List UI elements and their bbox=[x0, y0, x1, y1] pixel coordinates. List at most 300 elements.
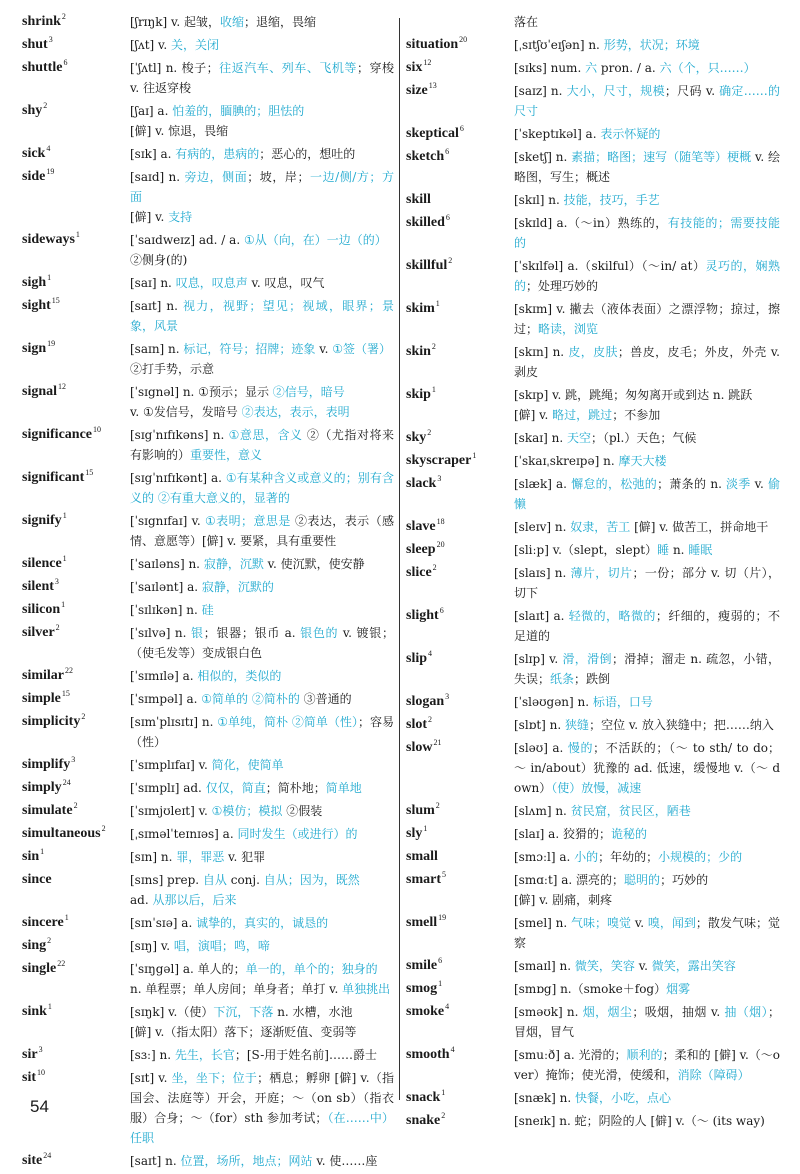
definition bbox=[514, 1002, 780, 1042]
definition-highlight: 银色的 bbox=[300, 626, 339, 640]
headword bbox=[22, 12, 130, 32]
dictionary-entry bbox=[22, 959, 394, 999]
definition-highlight: 重要性，意义 bbox=[190, 448, 263, 462]
frequency-count: 6 bbox=[439, 606, 444, 616]
definition-text: ；简朴地； bbox=[265, 781, 326, 795]
definition-text: [smɑːt] a. 漂亮的； bbox=[514, 873, 625, 887]
headword-text: sink bbox=[22, 1004, 47, 1019]
dictionary-entry bbox=[22, 554, 394, 574]
dictionary-entry bbox=[406, 1002, 780, 1042]
dictionary-entry bbox=[406, 451, 780, 471]
headword-text: sing bbox=[22, 938, 47, 953]
definition-text: [slʌm] n. bbox=[514, 804, 571, 818]
definition bbox=[514, 824, 780, 844]
definition-text: [saɪd] n. bbox=[130, 170, 185, 184]
definition-highlight: ②信号，暗号 bbox=[272, 385, 345, 399]
frequency-count: 12 bbox=[423, 58, 432, 68]
headword-text: silicon bbox=[22, 602, 61, 617]
headword bbox=[22, 600, 130, 620]
definition-text: ；滑掉；溜走 n. 疏忽，小错，失误； bbox=[514, 652, 780, 686]
dictionary-entry bbox=[22, 167, 394, 227]
headword bbox=[406, 956, 514, 976]
definition bbox=[130, 554, 394, 574]
dictionary-entry bbox=[406, 738, 780, 798]
headword bbox=[406, 649, 514, 669]
headword-text: slot bbox=[406, 717, 427, 732]
definition-text: [saɪ] n. bbox=[130, 276, 176, 290]
headword bbox=[22, 623, 130, 643]
headword bbox=[22, 382, 130, 402]
dictionary-entry bbox=[406, 1088, 780, 1108]
definition-highlight: 简单地 bbox=[325, 781, 362, 795]
definition bbox=[130, 577, 394, 597]
definition-text: [ˈsɪmplɪ] ad. bbox=[130, 781, 206, 795]
definition-highlight: 偷懒 bbox=[514, 477, 780, 511]
definition-text: [sneɪk] n. 蛇；阴险的人 [僻] v.（～ (its way) bbox=[514, 1114, 765, 1128]
headword bbox=[406, 847, 514, 867]
headword-text: since bbox=[22, 872, 52, 887]
definition-text: ；年幼的； bbox=[598, 850, 659, 864]
definition-text: [ˈsləʊgən] n. bbox=[514, 695, 593, 709]
definition-text: [skɪm] v. 撇去（液体表面）之漂浮物；掠过，擦过； bbox=[514, 302, 780, 336]
frequency-count: 24 bbox=[43, 1151, 52, 1161]
definition bbox=[514, 979, 780, 999]
definition-highlight: 皮，皮肤 bbox=[568, 345, 618, 359]
frequency-count: 3 bbox=[445, 692, 450, 702]
definition-text: [sɪmˈplɪsɪtɪ] n. bbox=[130, 715, 218, 729]
dictionary-entry bbox=[22, 801, 394, 821]
definition-highlight: ①模仿；模拟 bbox=[211, 804, 283, 818]
definition bbox=[514, 342, 780, 382]
headword bbox=[22, 689, 130, 709]
definition-text: [skaɪ] n. bbox=[514, 431, 567, 445]
definition-text: [sɪn] n. bbox=[130, 850, 177, 864]
definition-text: [skɪld] a.（～in）熟练的， bbox=[514, 216, 668, 230]
frequency-count: 3 bbox=[54, 577, 59, 587]
definition-text: conj. bbox=[226, 873, 264, 887]
headword bbox=[406, 563, 514, 583]
column-divider bbox=[399, 18, 400, 1100]
dictionary-entry bbox=[406, 58, 780, 78]
definition-text: ad. bbox=[130, 893, 153, 907]
headword bbox=[406, 428, 514, 448]
headword-text: shy bbox=[22, 103, 43, 118]
headword-text: skim bbox=[406, 301, 435, 316]
dictionary-entry bbox=[406, 956, 780, 976]
headword bbox=[22, 511, 130, 531]
definition-text: ；穿梭 v. 往返穿梭 bbox=[130, 61, 394, 95]
headword bbox=[406, 692, 514, 712]
frequency-count: 2 bbox=[432, 563, 437, 573]
headword bbox=[22, 101, 130, 121]
headword-text: small bbox=[406, 849, 438, 864]
definition-text: [ˈsɪmɪlə] a. bbox=[130, 669, 198, 683]
dictionary-entry bbox=[22, 511, 394, 551]
definition-text: [sləʊ] a. bbox=[514, 741, 568, 755]
definition-highlight: 从那以后，后来 bbox=[152, 893, 237, 907]
frequency-count: 2 bbox=[55, 623, 60, 633]
dictionary-entry bbox=[406, 606, 780, 646]
definition bbox=[130, 778, 394, 798]
definition-text: [saɪz] n. bbox=[514, 84, 567, 98]
definition-text: [slɒt] n. bbox=[514, 718, 566, 732]
dictionary-entry bbox=[406, 1045, 780, 1085]
headword-text: shuttle bbox=[22, 60, 63, 75]
headword bbox=[406, 738, 514, 758]
definition-highlight: 睡 bbox=[657, 543, 670, 557]
definition bbox=[130, 623, 394, 663]
definition bbox=[130, 468, 394, 508]
definition-text: [sɪks] num. bbox=[514, 61, 586, 75]
headword bbox=[22, 666, 130, 686]
headword-text: skyscraper bbox=[406, 453, 472, 468]
definition-highlight: 往返汽车、列车、飞机等 bbox=[218, 61, 357, 75]
definition-text: [ˈsɪgnəl] n. ①预示；显示 bbox=[130, 385, 273, 399]
definition bbox=[130, 425, 394, 465]
headword-text: slow bbox=[406, 740, 433, 755]
definition bbox=[130, 689, 394, 709]
frequency-count: 4 bbox=[428, 649, 433, 659]
frequency-count: 6 bbox=[445, 213, 450, 223]
headword-text: sit bbox=[22, 1070, 36, 1085]
definition-text: n. bbox=[669, 543, 689, 557]
definition bbox=[130, 936, 394, 956]
dictionary-entry bbox=[22, 1068, 394, 1148]
dictionary-entry bbox=[22, 824, 394, 844]
headword-text: simply bbox=[22, 780, 62, 795]
headword bbox=[406, 147, 514, 167]
definition-text: [skɪl] n. bbox=[514, 193, 564, 207]
definition-text: v. bbox=[634, 959, 652, 973]
headword-text: sign bbox=[22, 341, 47, 356]
frequency-count: 6 bbox=[459, 124, 464, 134]
definition-highlight: 确定……的尺寸 bbox=[514, 84, 780, 118]
dictionary-entry bbox=[22, 666, 394, 686]
definition-highlight: 灵巧的，娴熟的 bbox=[514, 259, 780, 293]
frequency-count: 1 bbox=[62, 554, 67, 564]
definition bbox=[130, 1002, 394, 1042]
definition-text: [ˈsaɪləns] n. bbox=[130, 557, 204, 571]
definition-text: [ˌsɪməlˈteɪnɪəs] a. bbox=[130, 827, 238, 841]
headword bbox=[406, 870, 514, 890]
definition-highlight: 轻微的，略微的 bbox=[568, 609, 656, 623]
definition-highlight: 奴隶，苦工 bbox=[570, 520, 631, 534]
headword bbox=[22, 755, 130, 775]
frequency-count: 15 bbox=[85, 468, 94, 478]
dictionary-entry bbox=[406, 540, 780, 560]
headword bbox=[22, 824, 130, 844]
definition bbox=[514, 801, 780, 821]
definition bbox=[130, 801, 394, 821]
definition-text: [僻] v. 剧痛，刺疼 bbox=[514, 893, 613, 907]
headword-text: size bbox=[406, 83, 428, 98]
definition-highlight: 大小，尺寸，规模 bbox=[566, 84, 665, 98]
definition-highlight: 表示怀疑的 bbox=[600, 127, 661, 141]
headword bbox=[22, 273, 130, 293]
definition-highlight: 诚挚的，真实的，诚恳的 bbox=[196, 916, 329, 930]
definition-text: ；（pl.）天色；气候 bbox=[590, 431, 697, 445]
definition-text: v. 叹息，叹气 bbox=[247, 276, 325, 290]
headword-text: simulate bbox=[22, 803, 73, 818]
definition-text: [slaɪt] a. bbox=[514, 609, 569, 623]
definition-text: [saɪt] n. bbox=[130, 299, 184, 313]
dictionary-entry bbox=[406, 299, 780, 339]
frequency-count: 10 bbox=[93, 425, 101, 435]
definition-text: [smaɪl] n. bbox=[514, 959, 575, 973]
definition-highlight: 微笑，露出笑容 bbox=[651, 959, 736, 973]
definition-text: [sɪnˈsɪə] a. bbox=[130, 916, 197, 930]
headword-text: slum bbox=[406, 803, 435, 818]
headword bbox=[22, 58, 130, 78]
headword-text: simultaneous bbox=[22, 826, 101, 841]
definition-text: ；[S-用于姓名前]……爵士 bbox=[234, 1048, 377, 1062]
definition-text: ；兽皮，皮毛；外皮，外壳 v. 剥皮 bbox=[514, 345, 780, 379]
frequency-count: 24 bbox=[62, 778, 71, 788]
headword bbox=[22, 425, 130, 445]
definition bbox=[514, 913, 780, 953]
dictionary-entry bbox=[406, 474, 780, 514]
definition bbox=[514, 692, 780, 712]
definition-text: [僻] v. 做苦工，拼命地干 bbox=[630, 520, 769, 534]
frequency-count: 1 bbox=[435, 299, 440, 309]
headword bbox=[406, 715, 514, 735]
definition bbox=[130, 755, 394, 775]
headword-text: shut bbox=[22, 37, 48, 52]
headword bbox=[22, 959, 130, 979]
headword bbox=[22, 913, 130, 933]
definition-text: [ˈsɪmjʊleɪt] v. bbox=[130, 804, 212, 818]
headword bbox=[406, 606, 514, 626]
dictionary-entry bbox=[22, 468, 394, 508]
definition-highlight: 自从 bbox=[202, 873, 227, 887]
headword-text: slice bbox=[406, 565, 432, 580]
definition-text: [僻] v. bbox=[514, 408, 553, 422]
definition-text: ；散发气味；觉察 bbox=[514, 916, 780, 950]
page-number: 54 bbox=[30, 1097, 49, 1116]
definition-highlight: 有病的，患病的 bbox=[175, 147, 260, 161]
frequency-count: 1 bbox=[441, 1088, 446, 1098]
definition-highlight: 银 bbox=[191, 626, 204, 640]
headword bbox=[406, 1002, 514, 1022]
definition-highlight: 顺利的 bbox=[626, 1048, 663, 1062]
definition bbox=[514, 256, 780, 296]
headword bbox=[22, 1068, 130, 1088]
definition bbox=[130, 230, 394, 270]
definition bbox=[130, 12, 394, 32]
dictionary-entry bbox=[406, 801, 780, 821]
definition-highlight: 下沉，下落 bbox=[213, 1005, 274, 1019]
definition-highlight: 旁边，侧面 bbox=[184, 170, 248, 184]
definition-highlight: ①签（署） bbox=[332, 342, 392, 356]
headword bbox=[406, 256, 514, 276]
definition-highlight: 同时发生（或进行）的 bbox=[237, 827, 358, 841]
definition-text: [smɔːl] a. bbox=[514, 850, 575, 864]
frequency-count: 13 bbox=[428, 81, 437, 91]
definition-text: v. 绘略图，写生；概述 bbox=[514, 150, 780, 184]
definition-text: ②假装 bbox=[282, 804, 323, 818]
headword-text: sly bbox=[406, 826, 423, 841]
definition-highlight: 收缩 bbox=[220, 15, 245, 29]
definition-text: [ˈsɪlvə] n. bbox=[130, 626, 191, 640]
definition-text: v. 使沉默，使安静 bbox=[263, 557, 365, 571]
right-column bbox=[406, 12, 780, 1134]
definition bbox=[130, 167, 394, 227]
frequency-count: 5 bbox=[442, 870, 446, 880]
headword bbox=[406, 190, 514, 210]
headword-text: significant bbox=[22, 470, 85, 485]
definition-text: [ˌsɪtʃʊˈeɪʃən] n. bbox=[514, 38, 604, 52]
definition bbox=[130, 824, 394, 844]
definition-highlight: 烟雾 bbox=[666, 982, 691, 996]
definition-text: ；不参加 bbox=[612, 408, 661, 422]
definition-highlight: 简化，使简单 bbox=[211, 758, 284, 772]
headword bbox=[22, 847, 130, 867]
frequency-count: 10 bbox=[37, 1068, 45, 1078]
frequency-count: 2 bbox=[61, 12, 66, 22]
headword-text: six bbox=[406, 60, 423, 75]
definition-text: [snæk] n. bbox=[514, 1091, 575, 1105]
headword bbox=[22, 1151, 130, 1171]
frequency-count: 1 bbox=[47, 273, 52, 283]
headword bbox=[406, 213, 514, 233]
definition-text: pron. / a. bbox=[597, 61, 660, 75]
definition-text: [ˈsɪlɪkən] n. bbox=[130, 603, 202, 617]
headword bbox=[406, 124, 514, 144]
frequency-count: 1 bbox=[64, 913, 69, 923]
dictionary-entry bbox=[22, 755, 394, 775]
definition-text: v. bbox=[631, 916, 648, 930]
definition-text: [ʃrɪŋk] v. 起皱， bbox=[130, 15, 220, 29]
definition bbox=[514, 1111, 780, 1131]
headword-text: skeptical bbox=[406, 126, 459, 141]
definition-highlight: （使）放慢，减速 bbox=[551, 781, 642, 795]
definition bbox=[130, 712, 394, 752]
dictionary-entry bbox=[406, 35, 780, 55]
definition-text: [ˈskaɪˌskreɪpə] n. bbox=[514, 454, 619, 468]
frequency-count: 6 bbox=[63, 58, 68, 68]
definition bbox=[514, 1045, 780, 1085]
dictionary-entry bbox=[22, 623, 394, 663]
frequency-count: 21 bbox=[433, 738, 442, 748]
definition-highlight: 仅仅，简直 bbox=[205, 781, 266, 795]
definition-text: [sɜː] n. bbox=[130, 1048, 175, 1062]
dictionary-entry bbox=[406, 81, 780, 121]
headword-text: shrink bbox=[22, 14, 61, 29]
headword-text: silver bbox=[22, 625, 55, 640]
frequency-count: 2 bbox=[43, 101, 48, 111]
definition bbox=[130, 600, 394, 620]
definition bbox=[130, 35, 394, 55]
definition bbox=[514, 124, 780, 144]
headword bbox=[22, 468, 130, 488]
dictionary-entry bbox=[22, 778, 394, 798]
headword-text: signify bbox=[22, 513, 62, 528]
frequency-count: 15 bbox=[51, 296, 60, 306]
headword-text: single bbox=[22, 961, 57, 976]
definition-text: ；银器；银币 a. bbox=[203, 626, 301, 640]
headword-text: sketch bbox=[406, 149, 445, 164]
definition-text: [ˈsɪmplɪfaɪ] v. bbox=[130, 758, 212, 772]
dictionary-entry bbox=[22, 339, 394, 379]
definition-text: [sɪŋ] v. bbox=[130, 939, 174, 953]
headword-text: side bbox=[22, 169, 46, 184]
dictionary-entry bbox=[406, 563, 780, 603]
definition-highlight: 唱，演唱；鸣，啼 bbox=[173, 939, 270, 953]
definition-highlight: 狭缝 bbox=[565, 718, 590, 732]
definition-highlight: 叹息，叹息声 bbox=[175, 276, 248, 290]
definition-highlight: 自从；因为，既然 bbox=[263, 873, 360, 887]
definition-highlight: ①有某种含义或意义的；别有含义的 ②有重大意义的，显著的 bbox=[130, 471, 394, 505]
headword bbox=[22, 339, 130, 359]
headword bbox=[406, 1088, 514, 1108]
definition-highlight: 有技能的；需要技能的 bbox=[514, 216, 780, 250]
definition-highlight: 诡秘的 bbox=[610, 827, 647, 841]
definition-highlight: ①单纯，简朴 ②简单（性） bbox=[217, 715, 358, 729]
dictionary-entry bbox=[406, 342, 780, 382]
definition bbox=[514, 385, 780, 425]
dictionary-entry bbox=[22, 1151, 394, 1171]
definition bbox=[514, 12, 780, 32]
definition-highlight: 位置，场所，地点；网站 bbox=[180, 1154, 313, 1168]
dictionary-entry bbox=[406, 1111, 780, 1131]
frequency-count: 1 bbox=[47, 1002, 52, 1012]
headword-text: snake bbox=[406, 1113, 441, 1128]
definition-text: ②（尤指对将来有影响的） bbox=[130, 428, 394, 462]
definition-text: ②打手势，示意 bbox=[130, 362, 215, 376]
definition bbox=[514, 81, 780, 121]
definition-highlight: ①简单的 ②简朴的 bbox=[201, 692, 300, 706]
headword-text: smog bbox=[406, 981, 438, 996]
frequency-count: 2 bbox=[73, 801, 78, 811]
definition-highlight: 关，关闭 bbox=[171, 38, 220, 52]
headword bbox=[22, 712, 130, 732]
frequency-count: 1 bbox=[40, 847, 45, 857]
definition-highlight: ①表明；意思是 bbox=[205, 514, 291, 528]
dictionary-entry bbox=[406, 979, 780, 999]
definition-text: [ˈsɪŋgəl] a. 单人的； bbox=[130, 962, 246, 976]
dictionary-entry bbox=[22, 936, 394, 956]
definition-text: ；处理巧妙的 bbox=[526, 279, 599, 293]
definition bbox=[514, 58, 780, 78]
definition-text: [slɪp] v. bbox=[514, 652, 563, 666]
headword bbox=[22, 577, 130, 597]
frequency-count: 6 bbox=[438, 956, 443, 966]
definition bbox=[514, 299, 780, 339]
definition-text: ②侧身(的) bbox=[130, 253, 188, 267]
definition bbox=[514, 870, 780, 910]
definition-text: ；吸烟，抽烟 v. bbox=[632, 1005, 725, 1019]
definition-highlight: 气味；嗅觉 bbox=[571, 916, 632, 930]
dictionary-entry bbox=[22, 101, 394, 141]
definition-highlight: 寂静，沉默的 bbox=[201, 580, 274, 594]
dictionary-entry bbox=[406, 147, 780, 187]
definition bbox=[514, 147, 780, 187]
frequency-count: 1 bbox=[423, 824, 428, 834]
headword bbox=[22, 144, 130, 164]
headword-text: sight bbox=[22, 298, 51, 313]
headword-text: smile bbox=[406, 958, 438, 973]
definition bbox=[130, 296, 394, 336]
definition-text: ；坡，岸； bbox=[247, 170, 310, 184]
dictionary-entry bbox=[22, 58, 394, 98]
definition bbox=[130, 511, 394, 551]
definition-highlight: 形势，状况；环境 bbox=[603, 38, 700, 52]
definition bbox=[130, 847, 394, 867]
definition-text: ；纤细的，瘦弱的；不足道的 bbox=[514, 609, 780, 643]
dictionary-entry bbox=[406, 649, 780, 689]
frequency-count: 6 bbox=[445, 147, 450, 157]
dictionary-entry bbox=[22, 425, 394, 465]
